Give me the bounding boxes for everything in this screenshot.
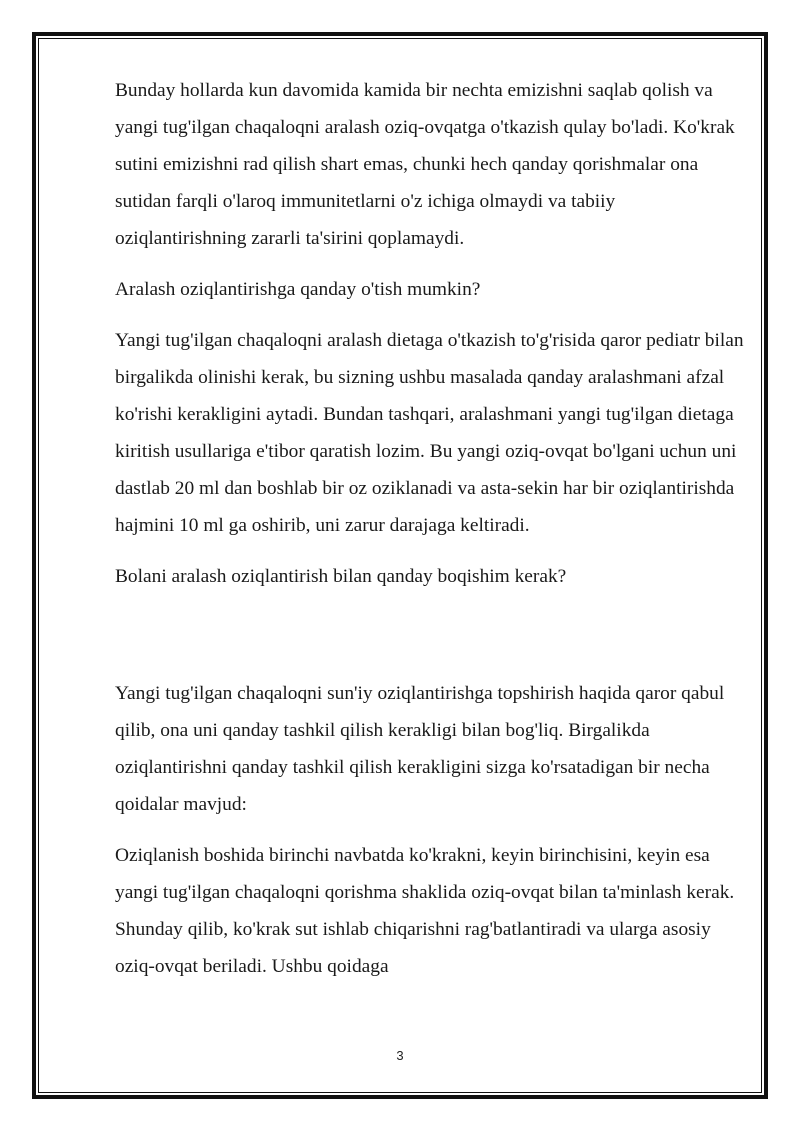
paragraph-4: Oziqlanish boshida birinchi navbatda ko'krakni, keyin birinchisini, keyin esa yangi tug'ilgan chaqaloqni qorishma shaklida oziq-ovqat bilan ta'minlash kerak. Shunday qilib, ko'krak sut ishlab chiqarishni rag'batlantiradi va ularga asosiy oziq-ovqat beriladi. Ushbu qoidaga [115, 845, 735, 977]
paragraph-1: Bunday hollarda kun davomida kamida bir nechta emizishni saqlab qolish va yangi tug'ilgan chaqaloqni aralash oziq-ovqatga o'tkazish qulay bo'ladi. Ko'krak sutini emizishni rad qilish shart emas, chunki hech qanday qorishmalar ona sutidan farqli o'laroq immunitetlarni o'z ichiga olmaydi va tabiiy oziqlantirishning zararli ta'sirini qoplamaydi. [115, 80, 735, 249]
page-number: 3 [396, 1048, 404, 1063]
paragraph-2: Yangi tug'ilgan chaqaloqni aralash dietaga o'tkazish to'g'risida qaror pediatr bilan birgalikda olinishi kerak, bu sizning ushbu masalada qanday aralashmani afzal ko'rishi kerakligini aytadi. Bundan tashqari, aralashmani yangi tug'ilgan dietaga kiritish usullariga e'tibor qaratish lozim. Bu yangi oziq-ovqat bo'lgani uchun uni dastlab 20 ml dan boshlab bir oz oziklanadi va asta-sekin har bir oziqlantirishda hajmini 10 ml ga oshirib, uni zarur darajaga keltiradi. [115, 330, 744, 536]
section-heading-how-to-feed: Bolani aralash oziqlantirish bilan qanday boqishim kerak? [115, 566, 567, 587]
section-heading-mixed-feeding-transition: Aralash oziqlantirishga qanday o'tish mumkin? [115, 279, 481, 300]
document-body [115, 72, 747, 999]
paragraph-3: Yangi tug'ilgan chaqaloqni sun'iy oziqlantirishga topshirish haqida qaror qabul qilib, ona uni qanday tashkil qilish kerakligi bilan bog'liq. Birgalikda oziqlantirishni qanday tashkil qilish kerakligini sizga ko'rsatadigan bir necha qoidalar mavjud: [115, 683, 725, 815]
